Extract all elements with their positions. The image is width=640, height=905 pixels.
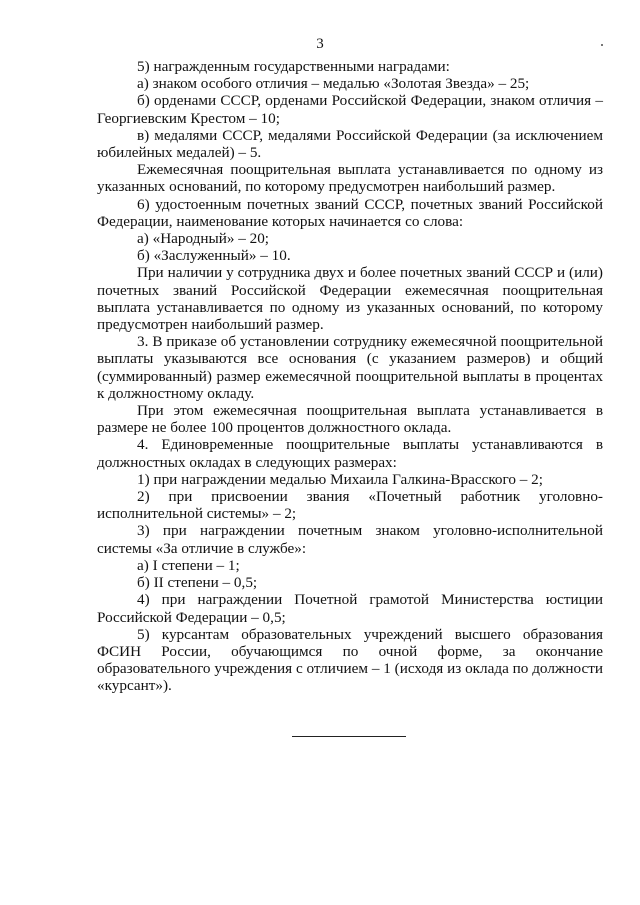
paragraph-lump-sum: 4. Единовременные поощрительные выплаты устанавливаются в должностных окладах в следующих размерах: xyxy=(97,436,603,471)
paragraph-awards-state: 5) награжденным государственными наградами: xyxy=(137,58,450,75)
paragraph-ministry-certificate: 4) при награждении Почетной грамотой Министерства юстиции Российской Федерации – 0,5; xyxy=(97,591,603,626)
paragraph-order-contents: 3. В приказе об установлении сотруднику ежемесячной поощрительной выплаты указываются все основания (с указанием размеров) и общий (суммированный) размер ежемесячной поощрительной выплаты в процентах к должностному окладу. xyxy=(97,333,603,402)
footer-rule xyxy=(292,736,406,737)
paragraph-galkin-medal: 1) при награждении медалью Михаила Галкина-Врасского – 2; xyxy=(137,470,543,488)
paragraph-max-limit: При этом ежемесячная поощрительная выплата устанавливается в размере не более 100 процентов должностного оклада. xyxy=(97,402,603,437)
page-number: 3 xyxy=(316,36,324,52)
paragraph-badge-degree-1: а) I степени – 1; xyxy=(137,556,240,574)
scan-speck xyxy=(601,44,603,46)
paragraph-awards-single-basis: Ежемесячная поощрительная выплата устанавливается по одному из указанных оснований, по которому предусмотрен наибольший размер. xyxy=(97,161,603,196)
paragraph-titles-single-basis: При наличии у сотрудника двух и более почетных званий СССР и (или) почетных званий Российской Федерации ежемесячная поощрительная выплата устанавливается по одному из указанных оснований, по которому предусмотрен наибольший размер. xyxy=(97,264,603,334)
paragraph-honorary-titles: 6) удостоенным почетных званий СССР, почетных званий Российской Федерации, наименование которых начинается со слова: xyxy=(97,195,603,230)
paragraph-honored-worker: 2) при присвоении звания «Почетный работник уголовно-исполнительной системы» – 2; xyxy=(97,488,603,523)
paragraph-awards-medals: в) медалями СССР, медалями Российской Федерации (за исключением юбилейных медалей) – 5. xyxy=(97,126,603,162)
paragraph-awards-gold-star: а) знаком особого отличия – медалью «Золотая Звезда» – 25; xyxy=(137,75,530,93)
paragraph-title-narodny: а) «Народный» – 20; xyxy=(137,230,270,248)
paragraph-title-zasluzhenny: б) «Заслуженный» – 10. xyxy=(137,247,291,265)
document-body xyxy=(97,58,603,695)
paragraph-service-badge: 3) при награждении почетным знаком уголовно-исполнительной системы «За отличие в службе»: xyxy=(97,522,603,557)
paragraph-cadets-honors: 5) курсантам образовательных учреждений высшего образования ФСИН России, обучающимся по очной форме, за окончание образовательного учреждения с отличием – 1 (исходя из оклада по должности «курсант»). xyxy=(97,625,603,695)
paragraph-awards-orders: б) орденами СССР, орденами Российской Федерации, знаком отличия – Георгиевским Крестом – 10; xyxy=(97,92,603,127)
paragraph-badge-degree-2: б) II степени – 0,5; xyxy=(137,574,258,592)
